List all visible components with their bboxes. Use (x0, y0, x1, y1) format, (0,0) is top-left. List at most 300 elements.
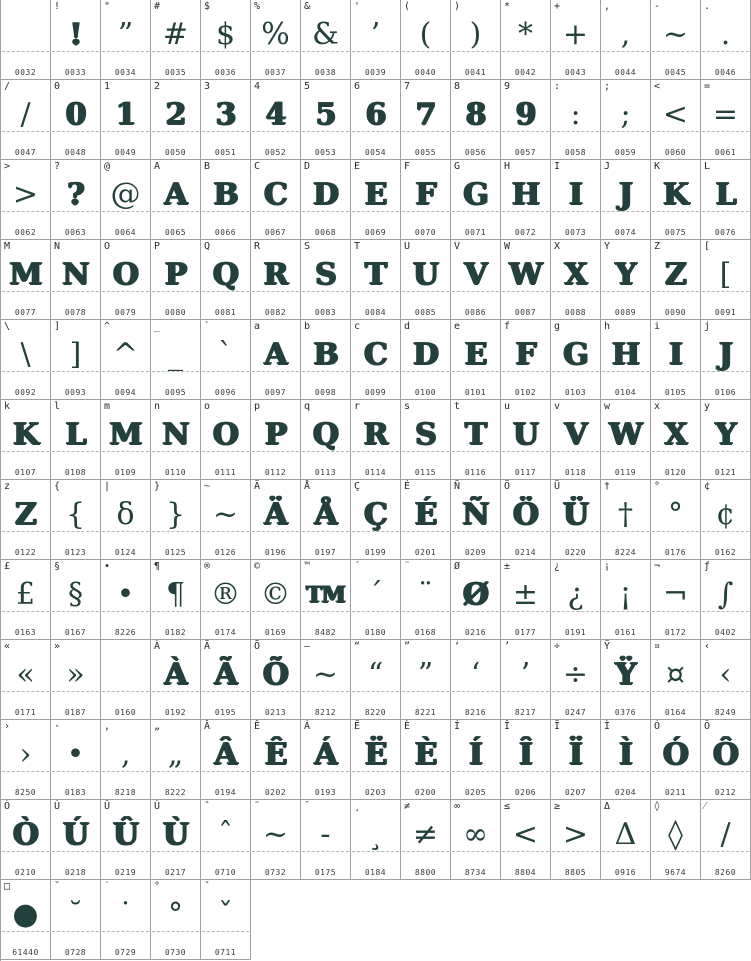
glyph-sample: 5 (315, 97, 336, 132)
glyph-cell (601, 240, 651, 320)
glyph-character-label: G (454, 161, 461, 172)
glyph-character-label: › (4, 721, 11, 732)
glyph-cell (101, 720, 151, 800)
glyph-sample: ’ (370, 17, 381, 52)
glyph-sample: T (364, 257, 387, 292)
glyph-cell (351, 560, 401, 640)
glyph-code-label: 0087 (514, 308, 537, 317)
glyph-character-label: Ï (554, 721, 561, 732)
glyph-character-label: 6 (354, 81, 361, 92)
glyph-cell (1, 560, 51, 640)
glyph-code-label: 0214 (514, 548, 537, 557)
glyph-cell (301, 0, 351, 80)
glyph-cell (701, 640, 751, 720)
glyph-code-label: 0197 (314, 548, 337, 557)
glyph-code-label: 0218 (64, 868, 87, 877)
glyph-cell (701, 400, 751, 480)
glyph-cell (101, 0, 151, 80)
glyph-code-label: 0105 (664, 388, 687, 397)
glyph-character-label: Ù (154, 801, 161, 812)
glyph-cell (151, 160, 201, 240)
glyph-character-label: Ø (454, 561, 461, 572)
glyph-code-label: 0732 (264, 868, 287, 877)
glyph-character-label: □ (4, 881, 11, 892)
glyph-character-label: ˘ (54, 881, 61, 892)
glyph-character-label: C (254, 161, 261, 172)
glyph-sample: Ã (214, 657, 237, 692)
glyph-code-label: 0220 (564, 548, 587, 557)
glyph-cell (401, 240, 451, 320)
glyph-sample: ¸ (368, 817, 383, 852)
glyph-code-label: 8800 (414, 868, 437, 877)
glyph-sample: + (562, 17, 589, 52)
glyph-sample: Î (518, 737, 533, 772)
glyph-sample: À (164, 657, 187, 692)
glyph-sample: U (512, 417, 539, 452)
glyph-sample: ~ (312, 657, 339, 692)
glyph-character-label: Z (654, 241, 661, 252)
glyph-cell (201, 160, 251, 240)
glyph-sample: 6 (365, 97, 386, 132)
glyph-code-label: 0160 (114, 708, 137, 717)
glyph-character-label: < (654, 81, 661, 92)
glyph-cell (701, 720, 751, 800)
glyph-code-label: 0113 (314, 468, 337, 477)
glyph-sample: ∫ (717, 577, 734, 612)
glyph-cell (451, 640, 501, 720)
glyph-sample: Ë (364, 737, 387, 772)
glyph-sample: E (364, 177, 387, 212)
glyph-cell (51, 0, 101, 80)
glyph-sample: Ä (264, 497, 287, 532)
glyph-cell (451, 720, 501, 800)
glyph-character-label: ~ (204, 481, 211, 492)
glyph-character-label: ¡ (604, 561, 611, 572)
glyph-character-label: Ö (504, 481, 511, 492)
glyph-sample: I (568, 177, 583, 212)
glyph-cell (551, 80, 601, 160)
glyph-character-label: " (104, 1, 111, 12)
glyph-character-label: ˙ (104, 881, 111, 892)
glyph-character-label: * (504, 1, 511, 12)
glyph-cell (301, 400, 351, 480)
glyph-cell (1, 720, 51, 800)
glyph-character-label: S (304, 241, 311, 252)
glyph-cell (201, 0, 251, 80)
glyph-cell (51, 720, 101, 800)
glyph-code-label: 0162 (714, 548, 737, 557)
glyph-sample: Z (15, 497, 36, 532)
glyph-cell (151, 320, 201, 400)
glyph-sample: Â (214, 737, 237, 772)
glyph-sample: < (512, 817, 539, 852)
glyph-character-label: ˇ (204, 881, 211, 892)
glyph-sample: ¶ (165, 577, 186, 612)
glyph-sample: } (165, 497, 186, 532)
glyph-cell (51, 800, 101, 880)
glyph-character-label: £ (4, 561, 11, 572)
glyph-sample: ) (469, 17, 482, 52)
glyph-sample: W (609, 417, 642, 452)
glyph-code-label: 0118 (564, 468, 587, 477)
glyph-sample: F (515, 337, 536, 372)
glyph-code-label: 0187 (64, 708, 87, 717)
glyph-code-label: 0078 (64, 308, 87, 317)
glyph-character-label: 2 (154, 81, 161, 92)
glyph-sample: • (66, 737, 85, 772)
glyph-cell (301, 720, 351, 800)
glyph-character-label: Ú (54, 801, 61, 812)
glyph-code-label: 0055 (414, 148, 437, 157)
glyph-cell (651, 720, 701, 800)
glyph-code-label: 0061 (714, 148, 737, 157)
glyph-cell (501, 560, 551, 640)
glyph-code-label: 0054 (364, 148, 387, 157)
glyph-code-label: 0207 (564, 788, 587, 797)
glyph-cell (201, 800, 251, 880)
glyph-character-label: U (404, 241, 411, 252)
glyph-character-label: = (704, 81, 711, 92)
glyph-code-label: 8216 (464, 708, 487, 717)
glyph-code-label: 0209 (464, 548, 487, 557)
glyph-character-label: W (504, 241, 511, 252)
glyph-sample: / (720, 817, 731, 852)
glyph-character-label: Ò (4, 801, 11, 812)
glyph-cell (551, 640, 601, 720)
glyph-character-label: m (104, 401, 111, 412)
glyph-character-label: ’ (504, 641, 511, 652)
glyph-code-label: 0247 (564, 708, 587, 717)
glyph-cell (551, 160, 601, 240)
glyph-sample: ‚ (120, 737, 131, 772)
glyph-cell (251, 640, 301, 720)
glyph-code-label: 0180 (364, 628, 387, 637)
glyph-code-label: 0092 (14, 388, 37, 397)
glyph-cell (401, 720, 451, 800)
glyph-sample: V (464, 257, 487, 292)
glyph-code-label: 0191 (564, 628, 587, 637)
glyph-code-label: 0038 (314, 68, 337, 77)
glyph-cell (351, 160, 401, 240)
glyph-cell (201, 480, 251, 560)
glyph-sample: _ (168, 337, 183, 372)
glyph-sample: ? (67, 177, 84, 212)
glyph-character-label: l (54, 401, 61, 412)
glyph-character-label: ® (204, 561, 211, 572)
glyph-code-label: 0036 (214, 68, 237, 77)
glyph-cell (301, 240, 351, 320)
glyph-character-label: Í (454, 721, 461, 732)
glyph-code-label: 0102 (514, 388, 537, 397)
glyph-code-label: 0728 (64, 948, 87, 957)
glyph-code-label: 0169 (264, 628, 287, 637)
glyph-sample: ° (168, 897, 183, 932)
glyph-code-label: 0088 (564, 308, 587, 317)
glyph-sample: 8 (465, 97, 486, 132)
glyph-code-label: 0126 (214, 548, 237, 557)
glyph-sample: § (68, 577, 83, 612)
glyph-character-label: Õ (254, 641, 261, 652)
glyph-character-label: ¨ (404, 561, 411, 572)
glyph-character-label: ¶ (154, 561, 161, 572)
glyph-character-label: • (104, 561, 111, 572)
glyph-cell (301, 320, 351, 400)
glyph-code-label: 0121 (714, 468, 737, 477)
glyph-sample: ¡ (619, 577, 632, 612)
glyph-cell (351, 720, 401, 800)
glyph-character-label: 5 (304, 81, 311, 92)
glyph-cell (1, 160, 51, 240)
glyph-code-label: 0730 (164, 948, 187, 957)
glyph-cell (51, 400, 101, 480)
glyph-code-label: 0050 (164, 148, 187, 157)
glyph-sample: B (313, 337, 338, 372)
glyph-character-label: ≥ (554, 801, 561, 812)
glyph-sample: Ù (162, 817, 189, 852)
glyph-character-label: ¿ (554, 561, 561, 572)
glyph-character-label: ◊ (654, 801, 661, 812)
glyph-code-label: 8222 (164, 788, 187, 797)
glyph-character-label: ^ (104, 321, 111, 332)
glyph-character-label: ! (54, 1, 61, 12)
glyph-character-label: _ (154, 321, 161, 332)
glyph-sample: ≠ (412, 817, 439, 852)
glyph-character-label: Î (504, 721, 511, 732)
glyph-cell (51, 560, 101, 640)
glyph-character-label: t (454, 401, 461, 412)
glyph-code-label: 0175 (314, 868, 337, 877)
glyph-cell (201, 560, 251, 640)
glyph-code-label: 0033 (64, 68, 87, 77)
glyph-sample: ^ (112, 337, 139, 372)
glyph-character-label: z (4, 481, 11, 492)
glyph-sample: ® (210, 577, 241, 612)
glyph-cell (501, 240, 551, 320)
glyph-sample: S (315, 257, 336, 292)
glyph-cell (51, 80, 101, 160)
glyph-code-label: 0065 (164, 228, 187, 237)
glyph-cell (101, 400, 151, 480)
glyph-sample: ’ (520, 657, 531, 692)
glyph-cell (651, 800, 701, 880)
glyph-character-label: B (204, 161, 211, 172)
glyph-code-label: 8218 (114, 788, 137, 797)
glyph-cell (451, 80, 501, 160)
glyph-character-label: Â (204, 721, 211, 732)
glyph-sample: Ÿ (615, 657, 636, 692)
glyph-code-label: 8734 (464, 868, 487, 877)
glyph-code-label: 0095 (164, 388, 187, 397)
glyph-character-label: x (654, 401, 661, 412)
glyph-cell (551, 480, 601, 560)
glyph-code-label: 0081 (214, 308, 237, 317)
glyph-character-label: n (154, 401, 161, 412)
glyph-character-label: É (404, 481, 411, 492)
glyph-sample: P (164, 257, 187, 292)
glyph-character-label: Ã (204, 641, 211, 652)
glyph-code-label: 0049 (114, 148, 137, 157)
glyph-code-label: 0100 (414, 388, 437, 397)
glyph-character-label: ‚ (104, 721, 111, 732)
glyph-sample: J (618, 177, 633, 212)
glyph-sample: Ó (662, 737, 689, 772)
glyph-cell (501, 640, 551, 720)
glyph-sample: ” (417, 657, 434, 692)
glyph-cell (701, 80, 751, 160)
glyph-cell (601, 480, 651, 560)
glyph-cell (601, 320, 651, 400)
glyph-character-label: & (304, 1, 311, 12)
glyph-character-label: ≠ (404, 801, 411, 812)
glyph-cell (701, 160, 751, 240)
glyph-sample: L (65, 417, 86, 452)
glyph-cell (1, 80, 51, 160)
glyph-code-label: 0044 (614, 68, 637, 77)
glyph-cell (151, 880, 201, 960)
glyph-cell (1, 480, 51, 560)
glyph-character-label: ± (504, 561, 511, 572)
glyph-character-label: ‘ (454, 641, 461, 652)
glyph-sample: G (563, 337, 588, 372)
glyph-character-label: ™ (304, 561, 311, 572)
glyph-sample: * (518, 17, 533, 52)
glyph-character-label: d (404, 321, 411, 332)
glyph-code-label: 0082 (264, 308, 287, 317)
glyph-code-label: 0067 (264, 228, 287, 237)
glyph-character-label: : (554, 81, 561, 92)
glyph-character-label: ⁄ (704, 801, 706, 812)
glyph-character-label: ƒ (704, 561, 711, 572)
glyph-sample: U (412, 257, 439, 292)
glyph-character-label: Ó (654, 721, 661, 732)
glyph-sample: ¿ (567, 577, 584, 612)
glyph-character-label: A (154, 161, 161, 172)
glyph-code-label: 0068 (314, 228, 337, 237)
glyph-code-label: 0196 (264, 548, 287, 557)
glyph-sample: Ø (462, 577, 489, 612)
glyph-code-label: 0219 (114, 868, 137, 877)
glyph-cell (551, 400, 601, 480)
glyph-sample: £ (15, 577, 36, 612)
glyph-cell (601, 720, 651, 800)
glyph-cell (451, 800, 501, 880)
glyph-cell (451, 0, 501, 80)
glyph-code-label: 0056 (464, 148, 487, 157)
glyph-character-label: ‹ (704, 641, 711, 652)
glyph-code-label: 8804 (514, 868, 537, 877)
glyph-sample: N (162, 417, 189, 452)
glyph-cell (651, 560, 701, 640)
glyph-cell (151, 240, 201, 320)
glyph-sample: ● (12, 897, 39, 932)
glyph-cell (651, 80, 701, 160)
glyph-cell (501, 160, 551, 240)
glyph-sample: C (264, 177, 287, 212)
glyph-code-label: 0066 (214, 228, 237, 237)
glyph-cell (401, 160, 451, 240)
glyph-character-label: L (704, 161, 711, 172)
glyph-code-label: 0064 (114, 228, 137, 237)
glyph-sample: È (414, 737, 437, 772)
glyph-character-label: ; (604, 81, 611, 92)
glyph-character-label: 1 (104, 81, 111, 92)
glyph-cell (1, 880, 51, 960)
glyph-cell (601, 640, 651, 720)
glyph-character-label: w (604, 401, 611, 412)
glyph-cell (601, 160, 651, 240)
glyph-character-label: g (554, 321, 561, 332)
glyph-code-label: 0052 (264, 148, 287, 157)
glyph-character-label: ` (204, 321, 211, 332)
glyph-character-label: ? (54, 161, 61, 172)
glyph-sample: ˙ (118, 897, 133, 932)
glyph-cell (101, 640, 151, 720)
glyph-cell (151, 720, 201, 800)
glyph-character-label: « (4, 641, 11, 652)
glyph-character-label: Å (304, 481, 311, 492)
glyph-sample: N (62, 257, 89, 292)
glyph-character-label: { (54, 481, 61, 492)
glyph-character-label: ¬ (654, 561, 661, 572)
glyph-character-label: [ (704, 241, 711, 252)
glyph-code-label: 0076 (714, 228, 737, 237)
glyph-cell (301, 640, 351, 720)
glyph-sample: D (312, 177, 338, 212)
glyph-sample: ´ (368, 577, 383, 612)
glyph-character-label: ´ (354, 561, 361, 572)
glyph-code-label: 0916 (614, 868, 637, 877)
glyph-code-label: 0205 (464, 788, 487, 797)
glyph-code-label: 0402 (714, 628, 737, 637)
glyph-code-label: 8226 (114, 628, 137, 637)
glyph-cell (151, 400, 201, 480)
glyph-code-label: 0184 (364, 868, 387, 877)
glyph-sample: ~ (212, 497, 239, 532)
glyph-code-label: 0086 (464, 308, 487, 317)
glyph-character-label: ] (54, 321, 61, 332)
glyph-code-label: 0177 (514, 628, 537, 637)
glyph-sample: [ (719, 257, 732, 292)
glyph-sample: ˆ (218, 817, 233, 852)
glyph-sample: F (415, 177, 436, 212)
glyph-sample: ~ (662, 17, 689, 52)
glyph-sample: Ç (364, 497, 387, 532)
glyph-cell (451, 240, 501, 320)
glyph-character-label: k (4, 401, 11, 412)
glyph-sample: Ê (264, 737, 287, 772)
glyph-cell (701, 320, 751, 400)
glyph-sample: • (116, 577, 135, 612)
glyph-character-label: , (604, 1, 611, 12)
glyph-character-label: ” (404, 641, 411, 652)
glyph-code-label: 0060 (664, 148, 687, 157)
glyph-code-label: 0069 (364, 228, 387, 237)
glyph-character-label: $ (204, 1, 211, 12)
glyph-cell (501, 720, 551, 800)
glyph-code-label: 0116 (464, 468, 487, 477)
glyph-sample: / (20, 97, 31, 132)
glyph-character-label: Δ (604, 801, 611, 812)
glyph-cell (251, 320, 301, 400)
glyph-cell (151, 0, 201, 80)
glyph-cell (301, 160, 351, 240)
glyph-character-label: P (154, 241, 161, 252)
glyph-code-label: 0083 (314, 308, 337, 317)
glyph-sample: : (570, 97, 581, 132)
glyph-sample: Ñ (462, 497, 489, 532)
glyph-character-label: e (454, 321, 461, 332)
glyph-character-label: ¯ (304, 801, 311, 812)
